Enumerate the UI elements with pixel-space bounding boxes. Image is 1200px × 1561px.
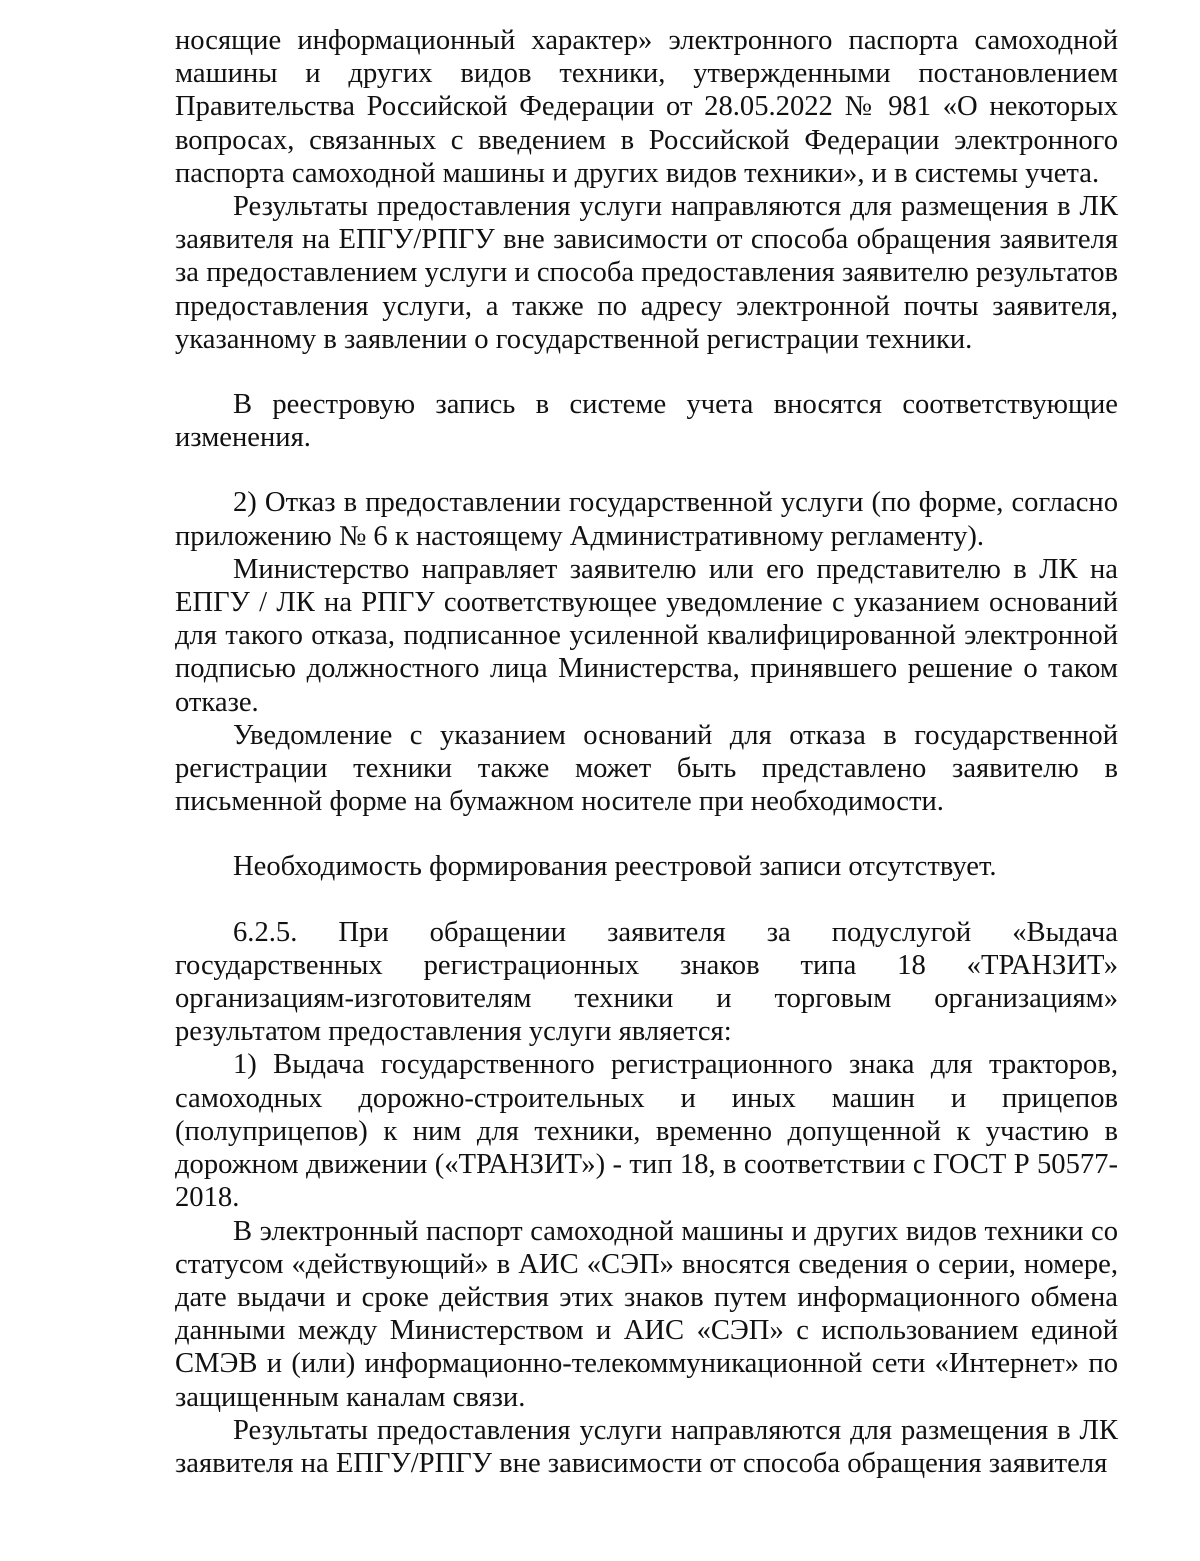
paragraph-gap	[175, 356, 1118, 388]
paragraph-results-sent-2: Результаты предоставления услуги направляются для размещения в ЛК заявителя на ЕПГУ/РПГУ вне зависимости от способа обращения заявителя	[175, 1414, 1118, 1479]
document-page	[175, 24, 1118, 1480]
paragraph-no-registry-record: Необходимость формирования реестровой записи отсутствует.	[233, 851, 997, 883]
paragraph-registry-changes: В реестровую запись в системе учета вносятся соответствующие изменения.	[175, 389, 1118, 454]
paragraph-gap	[175, 884, 1118, 916]
paragraph-gap	[175, 454, 1118, 486]
paragraph-refusal: 2) Отказ в предоставлении государственной услуги (по форме, согласно приложению № 6 к настоящему Административному регламенту).	[175, 487, 1118, 552]
paragraph-gap	[175, 818, 1118, 850]
paragraph-continuation: носящие информационный характер» электронного паспорта самоходной машины и других видов техники, утвержденными постановлением Правительства Российской Федерации от 28.05.2022 № 981 «О некоторых вопросах, связанных с введением в Российской Федерации электронного паспорта самоходной машины и других видов техники», и в системы учета.	[175, 25, 1118, 189]
paragraph-electronic-passport: В электронный паспорт самоходной машины и других видов техники со статусом «действующий» в АИС «СЭП» вносятся сведения о серии, номере, дате выдачи и сроке действия этих знаков путем информационного обмена данными между Министерством и АИС «СЭП» с использованием единой СМЭВ и (или) информационно-телекоммуникационной сети «Интернет» по защищенным каналам связи.	[175, 1215, 1118, 1413]
paragraph-transit-plate: 1) Выдача государственного регистрационного знака для тракторов, самоходных дорожно-строительных и иных машин и прицепов (полуприцепов) к ним для техники, временно допущенной к участию в дорожном движении («ТРАНЗИТ») - тип 18, в соответствии с ГОСТ Р 50577-2018.	[175, 1049, 1118, 1214]
paragraph-ministry-notice: Министерство направляет заявителю или его представителю в ЛК на ЕПГУ / ЛК на РПГУ соответствующее уведомление с указанием оснований для такого отказа, подписанное усиленной квалифицированной электронной подписью должностного лица Министерства, принявшего решение о таком отказе.	[175, 553, 1118, 718]
paragraph-results-sent: Результаты предоставления услуги направляются для размещения в ЛК заявителя на ЕПГУ/РПГУ вне зависимости от способа обращения заявителя за предоставлением услуги и способа предоставления заявителю результатов предоставления услуги, а также по адресу электронной почты заявителя, указанному в заявлении о государственной регистрации техники.	[175, 191, 1118, 355]
paragraph-paper-notice: Уведомление с указанием оснований для отказа в государственной регистрации техники также может быть представлено заявителю в письменной форме на бумажном носителе при необходимости.	[175, 719, 1118, 818]
paragraph-section-6-2-5: 6.2.5. При обращении заявителя за подуслугой «Выдача государственных регистрационных знаков типа 18 «ТРАНЗИТ» организациям-изготовителям техники и торговым организациям» результатом предоставления услуги является:	[175, 916, 1118, 1048]
